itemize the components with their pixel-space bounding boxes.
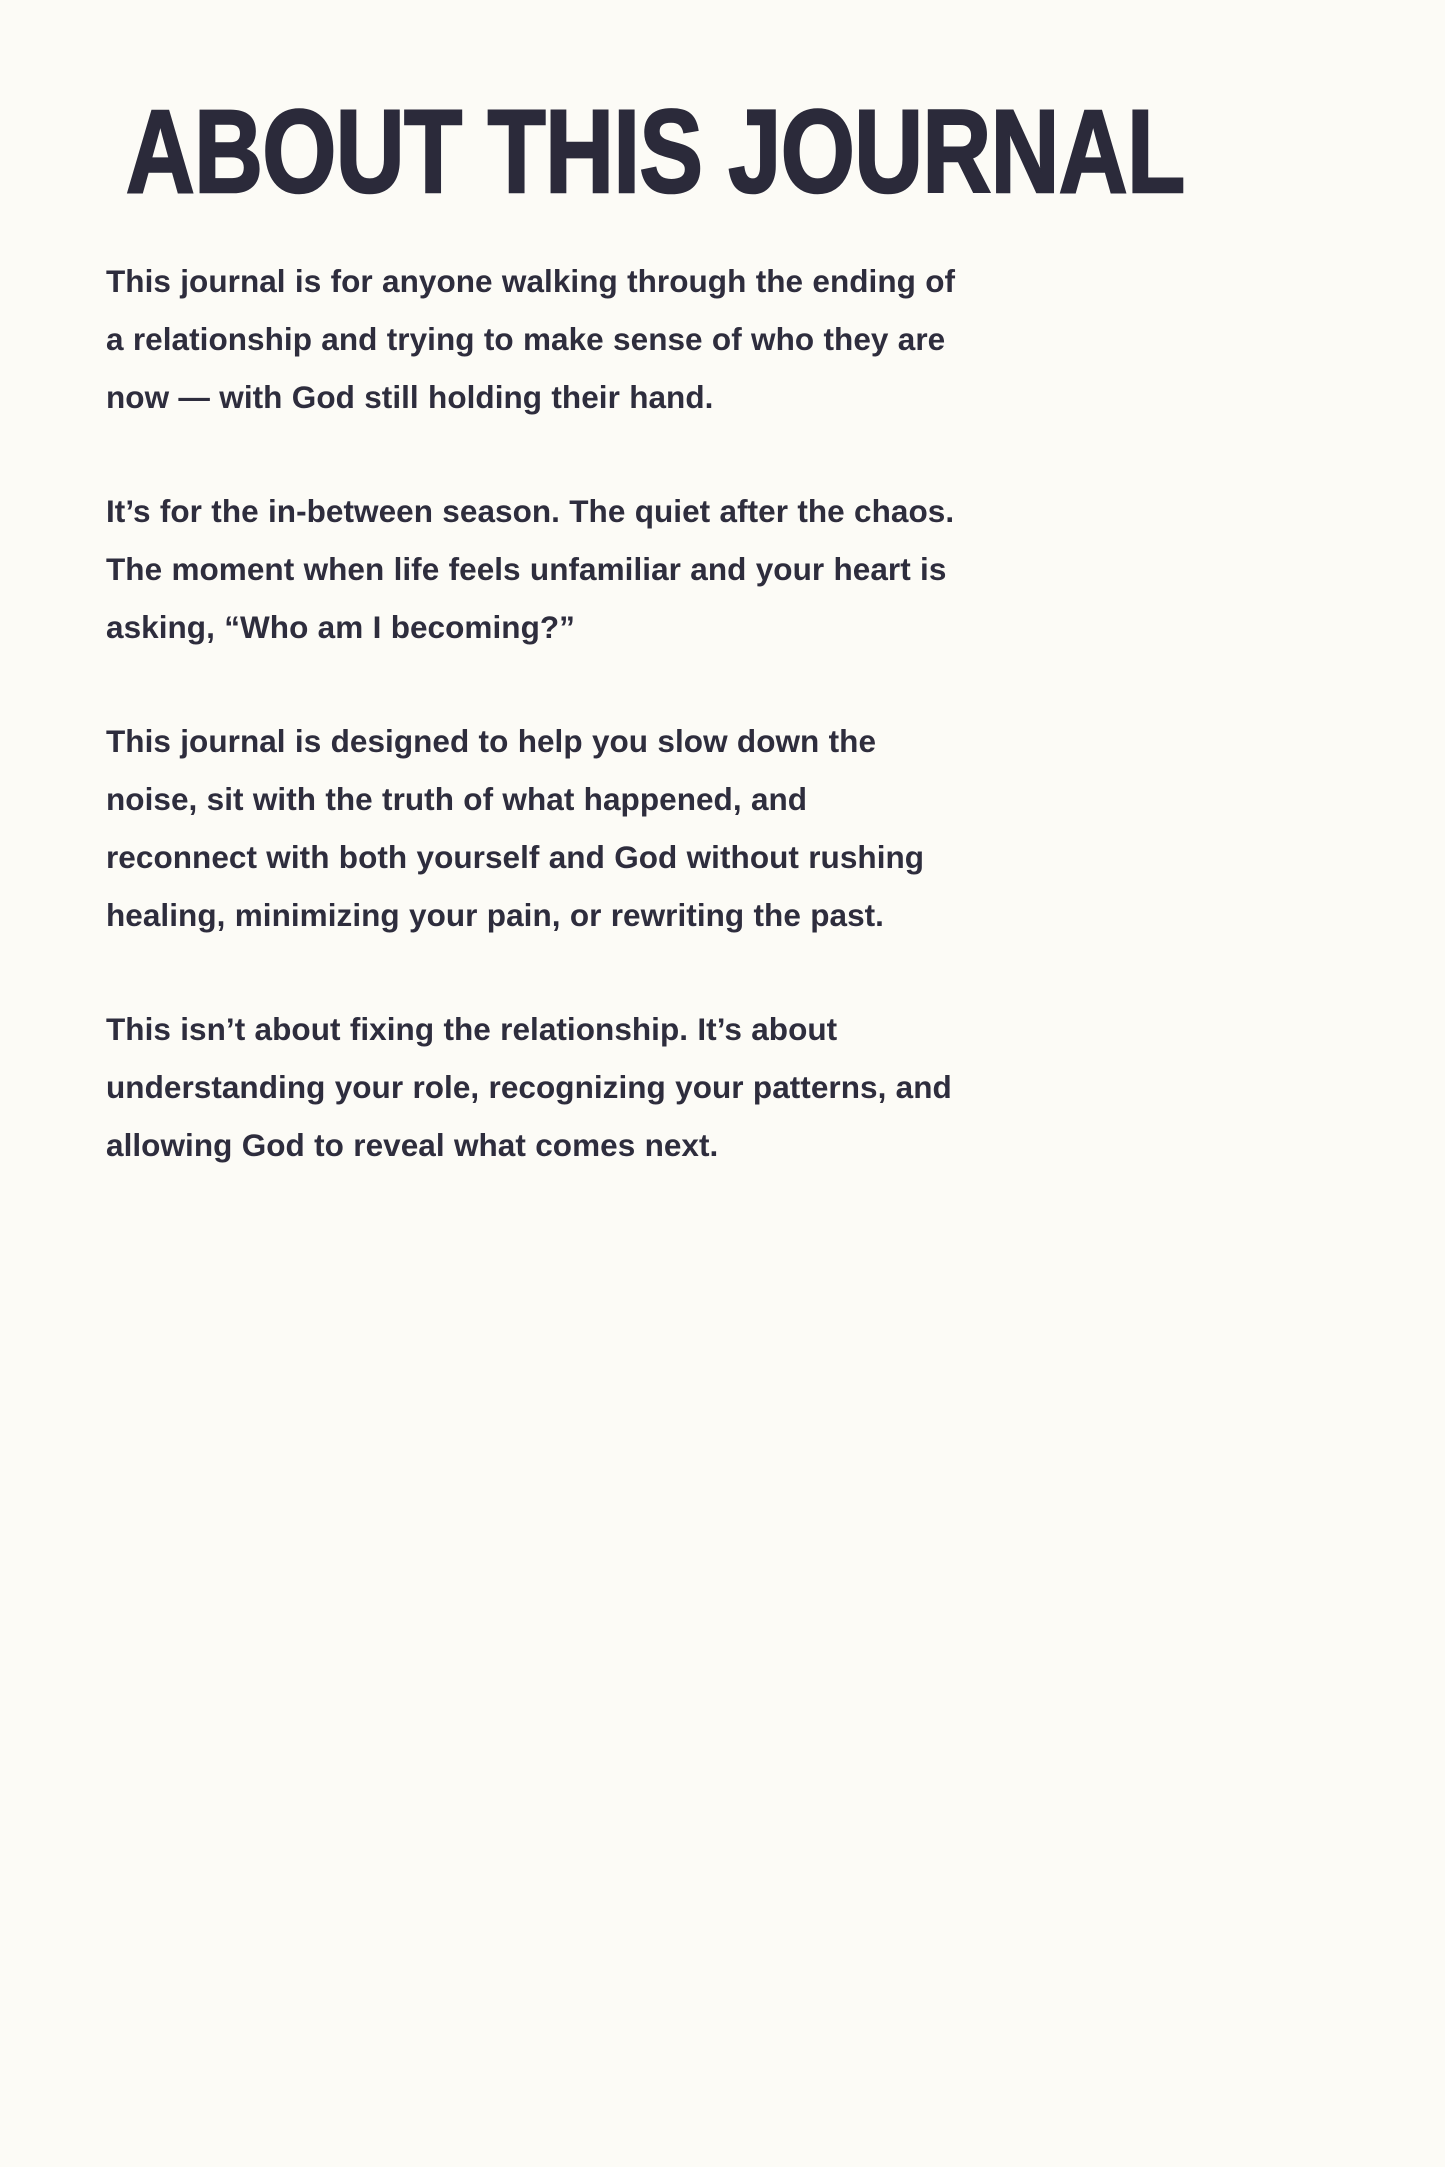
body-paragraph: This isn’t about fixing the relationship. It’s about understanding your role, recognizing your patterns, and allowing God to reveal what comes next. xyxy=(106,1011,952,1163)
title-block xyxy=(126,86,1306,218)
body-paragraph: This journal is designed to help you slow down the noise, sit with the truth of what happened, and reconnect with both yourself and God without rushing healing, minimizing your pain, or rewriting the past. xyxy=(106,723,925,933)
body-paragraph: It’s for the in-between season. The quiet after the chaos. The moment when life feels unfamiliar and your heart is asking, “Who am I becoming?” xyxy=(106,493,955,645)
body-paragraph: This journal is for anyone walking through the ending of a relationship and trying to make sense of who they are now — with God still holding their hand. xyxy=(106,263,956,415)
body-content xyxy=(106,252,966,1174)
page-title: ABOUT THIS JOURNAL xyxy=(126,86,1185,218)
